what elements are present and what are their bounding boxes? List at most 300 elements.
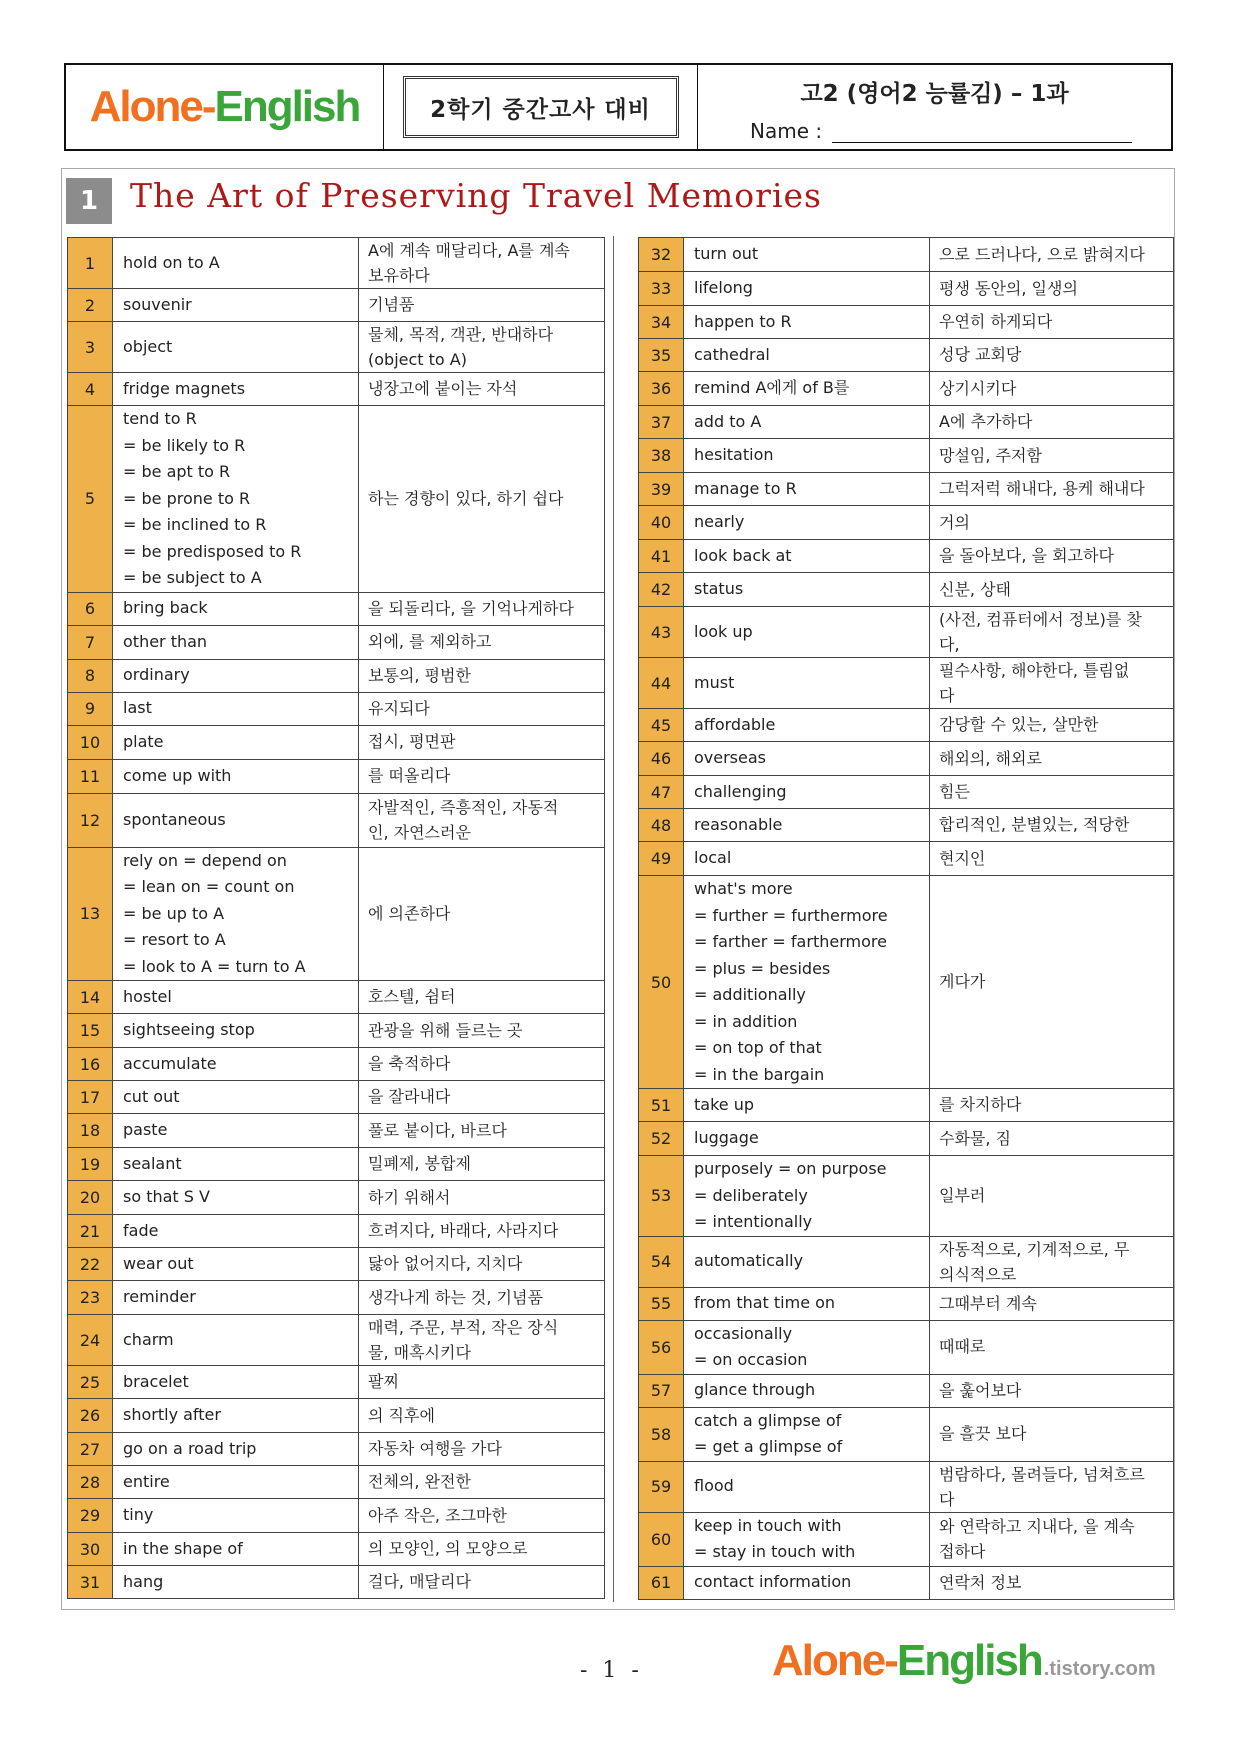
vocab-number: 33 xyxy=(639,272,684,306)
vocab-row xyxy=(68,1248,605,1281)
vocab-word-line: tend to R xyxy=(123,409,197,428)
vocab-meaning-line: 망설임, 주저함 xyxy=(939,445,1042,465)
vocab-number: 21 xyxy=(68,1215,113,1248)
vocab-meaning-line: 자동차 여행을 가다 xyxy=(368,1439,502,1458)
vocab-word xyxy=(684,1566,930,1599)
vocab-word-line: = be inclined to R xyxy=(123,515,267,534)
vocab-meaning-line: 자동적으로, 기계적으로, 무 xyxy=(939,1239,1130,1259)
vocab-meaning-line: 닳아 없어지다, 지치다 xyxy=(368,1254,523,1273)
vocab-number: 45 xyxy=(639,709,684,742)
vocab-number: 16 xyxy=(68,1048,113,1081)
vocab-word-line: remind A에게 of B를 xyxy=(694,378,850,398)
vocab-word-line: lifelong xyxy=(694,278,753,298)
vocab-row xyxy=(639,776,1174,809)
vocab-word-line: shortly after xyxy=(123,1405,221,1425)
vocab-meaning-line: 물, 매혹시키다 xyxy=(368,1343,471,1362)
vocab-number: 4 xyxy=(68,373,113,406)
vocab-row xyxy=(639,1287,1174,1320)
vocab-table-right xyxy=(638,237,1174,1600)
vocab-word xyxy=(113,289,359,322)
vocab-word-line: bring back xyxy=(123,598,208,618)
footer-logo-english: English xyxy=(896,1636,1042,1685)
vocab-row xyxy=(68,1366,605,1399)
vocab-number: 25 xyxy=(68,1366,113,1399)
vocab-meaning xyxy=(359,1499,605,1533)
vocab-number: 48 xyxy=(639,809,684,842)
vocab-meaning-line: 일부러 xyxy=(939,1185,986,1205)
vocab-meaning-line: 걸다, 매달리다 xyxy=(368,1572,471,1591)
vocab-word-line: = intentionally xyxy=(694,1212,813,1231)
vocab-meaning-line: 의 직후에 xyxy=(368,1405,435,1425)
vocab-row xyxy=(68,1215,605,1248)
vocab-meaning-line: 게다가 xyxy=(939,972,986,991)
vocab-meaning xyxy=(359,322,605,373)
vocab-number: 8 xyxy=(68,659,113,692)
vocab-meaning-line: 에 의존하다 xyxy=(368,903,451,923)
vocab-word-line: ordinary xyxy=(123,665,190,685)
vocab-meaning xyxy=(930,658,1174,709)
vocab-row xyxy=(68,1433,605,1466)
vocab-meaning-line: 흐려지다, 바래다, 사라지다 xyxy=(368,1221,559,1240)
vocab-meaning-line: 밀폐제, 봉합제 xyxy=(368,1154,471,1173)
logo-part-alone: Alone xyxy=(89,82,202,131)
vocab-meaning xyxy=(930,1287,1174,1320)
vocab-word xyxy=(684,658,930,709)
vocab-row xyxy=(639,439,1174,473)
vocab-meaning xyxy=(930,473,1174,506)
vocab-word-line: = stay in touch with xyxy=(694,1542,856,1561)
vocab-meaning-line: 수화물, 짐 xyxy=(939,1128,1011,1148)
vocab-word xyxy=(684,742,930,776)
vocab-word-line: manage to R xyxy=(694,478,797,498)
vocab-number: 6 xyxy=(68,592,113,625)
vocab-number: 15 xyxy=(68,1014,113,1048)
vocab-meaning xyxy=(359,373,605,406)
vocab-number: 39 xyxy=(639,473,684,506)
vocab-word xyxy=(684,842,930,876)
vocab-row xyxy=(639,1156,1174,1237)
vocab-row xyxy=(639,876,1174,1089)
vocab-row xyxy=(639,406,1174,439)
vocab-meaning-line: 와 연락하고 지내다, 을 계속 xyxy=(939,1517,1135,1536)
vocab-word xyxy=(113,625,359,659)
vocab-word-line: cut out xyxy=(123,1086,180,1106)
vocab-word-line: = deliberately xyxy=(694,1185,808,1205)
vocab-meaning-line: 감당할 수 있는, 살만한 xyxy=(939,715,1099,734)
vocab-meaning xyxy=(930,506,1174,540)
vocab-word-line: keep in touch with xyxy=(694,1515,842,1535)
section-number-badge: 1 xyxy=(66,178,112,224)
vocab-row xyxy=(639,272,1174,306)
vocab-word-line: sealant xyxy=(123,1153,182,1173)
vocab-word-line: = get a glimpse of xyxy=(694,1437,843,1456)
vocab-row xyxy=(68,1315,605,1366)
vocab-meaning-line: 연락처 정보 xyxy=(939,1572,1022,1592)
vocab-meaning xyxy=(930,607,1174,658)
vocab-word-line: look back at xyxy=(694,545,792,565)
vocab-number: 37 xyxy=(639,406,684,439)
vocab-word-line: rely on = depend on xyxy=(123,850,287,870)
vocab-word-line: reasonable xyxy=(694,814,783,834)
page-header xyxy=(64,63,1173,151)
vocab-meaning xyxy=(359,592,605,625)
vocab-meaning-line: 상기시키다 xyxy=(939,378,1017,398)
vocab-meaning-line: 의 모양인, 의 모양으로 xyxy=(368,1539,528,1558)
vocab-meaning-line: 신분, 상태 xyxy=(939,579,1011,599)
vocab-word xyxy=(113,1048,359,1081)
vocab-word-line: = resort to A xyxy=(123,930,226,949)
vocab-word xyxy=(684,1512,930,1566)
vocab-meaning xyxy=(930,1374,1174,1407)
vocab-meaning-line: 를 차지하다 xyxy=(939,1095,1022,1114)
vocab-number: 30 xyxy=(68,1533,113,1566)
vocab-meaning-line: 을 되돌리다, 을 기억나게하다 xyxy=(368,598,574,618)
vocab-meaning-line: 우연히 하게되다 xyxy=(939,312,1053,331)
exam-title: 2학기 중간고사 대비 xyxy=(403,76,679,138)
vocab-word-line: occasionally xyxy=(694,1323,793,1343)
vocab-word xyxy=(113,1399,359,1433)
vocab-row xyxy=(68,793,605,847)
vocab-meaning xyxy=(359,793,605,847)
vocab-meaning xyxy=(930,1461,1174,1512)
vocab-meaning xyxy=(930,238,1174,272)
vocab-number: 7 xyxy=(68,625,113,659)
vocab-number: 27 xyxy=(68,1433,113,1466)
vocab-number: 43 xyxy=(639,607,684,658)
vocab-meaning xyxy=(359,1114,605,1148)
vocab-meaning xyxy=(930,1156,1174,1237)
vocab-word-line: = be prone to R xyxy=(123,488,251,508)
vocab-row xyxy=(639,1374,1174,1407)
name-blank-line[interactable] xyxy=(832,122,1132,143)
vocab-word xyxy=(684,339,930,372)
vocab-word-line: from that time on xyxy=(694,1293,836,1313)
vocab-word xyxy=(113,1181,359,1215)
vocab-meaning xyxy=(359,289,605,322)
vocab-row xyxy=(68,1281,605,1315)
vocab-word-line: = be subject to A xyxy=(123,568,262,587)
vocab-meaning xyxy=(930,1512,1174,1566)
vocab-row xyxy=(639,339,1174,372)
vocab-meaning xyxy=(359,1014,605,1048)
vocab-number: 10 xyxy=(68,725,113,759)
vocab-word-line: automatically xyxy=(694,1251,804,1271)
vocab-word-line: = in addition xyxy=(694,1011,798,1031)
vocab-number: 54 xyxy=(639,1236,684,1287)
vocab-word xyxy=(113,1433,359,1466)
vocab-word xyxy=(113,322,359,373)
vocab-meaning-line: 인, 자연스러운 xyxy=(368,823,471,842)
header-logo-cell xyxy=(66,65,384,149)
vocab-meaning-line: 해외의, 해외로 xyxy=(939,748,1042,768)
vocab-meaning-line: 을 흘끗 보다 xyxy=(939,1424,1027,1443)
vocab-word-line: must xyxy=(694,672,735,692)
vocab-word-line: = on occasion xyxy=(694,1350,808,1369)
vocab-meaning-line: 접시, 평면판 xyxy=(368,732,456,751)
vocab-meaning-line: 물체, 목적, 객관, 반대하다 xyxy=(368,325,554,344)
vocab-word-line: local xyxy=(694,848,732,868)
vocab-row xyxy=(68,659,605,692)
vocab-row xyxy=(68,1114,605,1148)
vocab-word xyxy=(684,540,930,573)
vocab-word xyxy=(113,1281,359,1315)
vocab-row xyxy=(639,306,1174,339)
header-course-cell xyxy=(698,65,1171,149)
vocab-row xyxy=(68,289,605,322)
vocab-number: 29 xyxy=(68,1499,113,1533)
vocab-row xyxy=(68,1148,605,1181)
vocab-word xyxy=(684,809,930,842)
vocab-row xyxy=(68,373,605,406)
vocab-row xyxy=(639,742,1174,776)
vocab-row xyxy=(639,1320,1174,1374)
vocab-word xyxy=(684,1407,930,1461)
vocab-word-line: entire xyxy=(123,1471,170,1491)
vocab-word xyxy=(113,406,359,593)
footer-logo-dash: - xyxy=(884,1636,897,1685)
vocab-meaning xyxy=(930,439,1174,473)
vocab-number: 1 xyxy=(68,238,113,289)
header-logo xyxy=(90,82,360,132)
vocab-row xyxy=(68,1466,605,1499)
vocab-meaning xyxy=(930,339,1174,372)
vocab-number: 23 xyxy=(68,1281,113,1315)
vocab-word xyxy=(684,306,930,339)
vocab-word xyxy=(113,1248,359,1281)
vocab-meaning xyxy=(930,776,1174,809)
vocab-number: 61 xyxy=(639,1566,684,1599)
vocab-row xyxy=(68,692,605,725)
vocab-word xyxy=(113,692,359,725)
vocab-meaning-line: 외에, 를 제외하고 xyxy=(368,632,492,651)
vocab-meaning xyxy=(359,1048,605,1081)
vocab-row xyxy=(639,1236,1174,1287)
vocab-meaning-line: (object to A) xyxy=(368,350,467,369)
vocab-number: 49 xyxy=(639,842,684,876)
vocab-meaning-line: 자발적인, 즉흥적인, 자동적 xyxy=(368,798,559,817)
logo-dash: - xyxy=(201,82,215,131)
vocab-number: 38 xyxy=(639,439,684,473)
vocab-number: 26 xyxy=(68,1399,113,1433)
vocab-meaning xyxy=(359,1081,605,1114)
vocab-meaning-line: 보통의, 평범한 xyxy=(368,665,471,685)
vocab-row xyxy=(68,625,605,659)
vocab-word xyxy=(113,1366,359,1399)
vocab-word-line: hostel xyxy=(123,986,172,1006)
vocab-word-line: hang xyxy=(123,1571,164,1591)
vocab-meaning xyxy=(359,1566,605,1599)
vocab-number: 22 xyxy=(68,1248,113,1281)
vocab-meaning xyxy=(359,1533,605,1566)
vocab-word-line: luggage xyxy=(694,1128,759,1148)
vocab-number: 50 xyxy=(639,876,684,1089)
vocab-word-line: charm xyxy=(123,1329,174,1349)
vocab-word xyxy=(684,439,930,473)
vocab-number: 35 xyxy=(639,339,684,372)
vocab-meaning-line: 매력, 주문, 부적, 작은 장식 xyxy=(368,1318,559,1337)
logo-part-english: English xyxy=(214,82,360,131)
vocab-word xyxy=(113,659,359,692)
vocab-word xyxy=(113,1114,359,1148)
vocab-meaning-line: 을 훑어보다 xyxy=(939,1380,1022,1400)
vocab-meaning-line: 기념품 xyxy=(368,295,415,314)
vocab-meaning xyxy=(359,1181,605,1215)
vocab-word xyxy=(684,1122,930,1156)
vocab-meaning-line: 평생 동안의, 일생의 xyxy=(939,278,1078,298)
vocab-number: 31 xyxy=(68,1566,113,1599)
vocab-meaning xyxy=(930,1122,1174,1156)
vocab-meaning-line: 을 잘라내다 xyxy=(368,1087,451,1106)
vocab-meaning-line: 관광을 위해 들르는 곳 xyxy=(368,1020,523,1040)
vocab-row xyxy=(68,1499,605,1533)
vocab-word-line: plate xyxy=(123,731,164,751)
vocab-number: 19 xyxy=(68,1148,113,1181)
vocab-number: 13 xyxy=(68,847,113,981)
vocab-word xyxy=(684,1287,930,1320)
vocab-word xyxy=(113,759,359,793)
vocab-word xyxy=(684,238,930,272)
vocab-meaning xyxy=(930,742,1174,776)
vocab-meaning xyxy=(359,1215,605,1248)
vocab-meaning-line: 아주 작은, 조그마한 xyxy=(368,1505,507,1525)
vocab-number: 56 xyxy=(639,1320,684,1374)
vocab-meaning xyxy=(930,272,1174,306)
vocab-meaning-line: 팔찌 xyxy=(368,1372,399,1391)
vocab-word-line: nearly xyxy=(694,512,745,532)
section-title: The Art of Preserving Travel Memories xyxy=(130,176,822,215)
vocab-meaning-line: 때때로 xyxy=(939,1337,986,1356)
vocab-word-line: glance through xyxy=(694,1380,816,1400)
vocab-word-line: = look to A = turn to A xyxy=(123,956,306,976)
vocab-meaning-line: 합리적인, 분별있는, 적당한 xyxy=(939,815,1130,834)
vocab-meaning-line: 다 xyxy=(939,686,955,705)
vocab-number: 11 xyxy=(68,759,113,793)
vocab-word-line: happen to R xyxy=(694,311,792,331)
vocab-meaning xyxy=(359,1399,605,1433)
vocab-number: 51 xyxy=(639,1089,684,1122)
course-title: 고2 (영어2 능률김) – 1과 xyxy=(800,81,1069,107)
vocab-meaning xyxy=(359,1148,605,1181)
vocab-number: 46 xyxy=(639,742,684,776)
vocab-number: 59 xyxy=(639,1461,684,1512)
vocab-word xyxy=(113,373,359,406)
vocab-meaning xyxy=(359,692,605,725)
vocab-meaning-line: 생각나게 하는 것, 기념품 xyxy=(368,1287,543,1307)
vocab-word xyxy=(113,1148,359,1181)
vocab-word xyxy=(113,1315,359,1366)
vocab-meaning xyxy=(359,238,605,289)
vocab-row xyxy=(639,809,1174,842)
vocab-word-line: status xyxy=(694,579,744,599)
vocab-meaning-line: 거의 xyxy=(939,512,970,532)
vocab-meaning xyxy=(359,1248,605,1281)
vocab-row xyxy=(639,1461,1174,1512)
vocab-word-line: look up xyxy=(694,621,753,641)
vocab-row xyxy=(68,238,605,289)
vocab-table-left xyxy=(67,237,605,1599)
vocab-row xyxy=(68,981,605,1014)
vocab-meaning xyxy=(359,1315,605,1366)
vocab-meaning xyxy=(359,1466,605,1499)
vocab-number: 34 xyxy=(639,306,684,339)
vocab-row xyxy=(68,1081,605,1114)
vocab-word-line: wear out xyxy=(123,1253,194,1273)
vocab-number: 47 xyxy=(639,776,684,809)
vocab-word-line: fade xyxy=(123,1220,159,1240)
vocab-meaning-line: 냉장고에 붙이는 자석 xyxy=(368,379,518,398)
vocab-row xyxy=(639,473,1174,506)
vocab-word-line: in the shape of xyxy=(123,1538,243,1558)
vocab-word-line: so that S V xyxy=(123,1187,210,1207)
vocab-word-line: = be predisposed to R xyxy=(123,541,302,561)
vocab-meaning xyxy=(930,1407,1174,1461)
vocab-meaning xyxy=(359,406,605,593)
vocab-word-line: accumulate xyxy=(123,1053,217,1073)
vocab-number: 57 xyxy=(639,1374,684,1407)
vocab-word-line: contact information xyxy=(694,1572,852,1592)
vocab-meaning-line: 을 돌아보다, 을 회고하다 xyxy=(939,546,1114,565)
vocab-word xyxy=(684,473,930,506)
vocab-word-line: paste xyxy=(123,1120,168,1140)
vocab-word-line: object xyxy=(123,336,173,356)
vocab-number: 40 xyxy=(639,506,684,540)
vocab-number: 2 xyxy=(68,289,113,322)
vocab-word xyxy=(684,1374,930,1407)
vocab-word-line: = in the bargain xyxy=(694,1064,825,1084)
vocab-meaning xyxy=(359,847,605,981)
vocab-word-line: = be apt to R xyxy=(123,462,231,481)
vocab-row xyxy=(639,1407,1174,1461)
vocab-word-line: overseas xyxy=(694,748,766,768)
vocab-word-line: = farther = farthermore xyxy=(694,932,887,951)
vocab-row xyxy=(68,592,605,625)
vocab-word-line: affordable xyxy=(694,714,776,734)
vocab-meaning-line: 그때부터 계속 xyxy=(939,1293,1037,1313)
vocab-word xyxy=(113,725,359,759)
vocab-meaning-line: 힘든 xyxy=(939,782,970,801)
vocab-number: 14 xyxy=(68,981,113,1014)
vocab-meaning-line: A에 추가하다 xyxy=(939,412,1033,431)
header-exam-cell xyxy=(384,65,698,149)
vocab-meaning-line: 호스텔, 쉼터 xyxy=(368,987,456,1006)
vocab-row xyxy=(68,1399,605,1433)
vocab-word-line: come up with xyxy=(123,765,232,785)
vocab-word-line: other than xyxy=(123,631,208,651)
vocab-row xyxy=(639,1122,1174,1156)
vocab-word-line: reminder xyxy=(123,1287,196,1307)
vocab-word-line: go on a road trip xyxy=(123,1438,257,1458)
vocab-word-line: = be likely to R xyxy=(123,435,246,455)
vocab-number: 42 xyxy=(639,573,684,607)
vocab-meaning xyxy=(359,625,605,659)
vocab-word-line: fridge magnets xyxy=(123,378,246,398)
vocab-number: 58 xyxy=(639,1407,684,1461)
vocab-meaning xyxy=(930,809,1174,842)
vocab-meaning-line: 하는 경향이 있다, 하기 쉽다 xyxy=(368,488,564,508)
name-label: Name : xyxy=(750,119,823,143)
vocab-row xyxy=(639,1089,1174,1122)
vocab-meaning-line: 풀로 붙이다, 바르다 xyxy=(368,1120,507,1140)
vocab-meaning-line: 을 축적하다 xyxy=(368,1054,451,1073)
vocab-meaning-line: 의식적으로 xyxy=(939,1264,1017,1284)
vocab-row xyxy=(639,1566,1174,1599)
vocab-number: 18 xyxy=(68,1114,113,1148)
vocab-row xyxy=(639,607,1174,658)
vocab-word-line: catch a glimpse of xyxy=(694,1410,842,1430)
vocab-word xyxy=(113,1499,359,1533)
vocab-word xyxy=(684,1320,930,1374)
vocab-row xyxy=(68,1533,605,1566)
